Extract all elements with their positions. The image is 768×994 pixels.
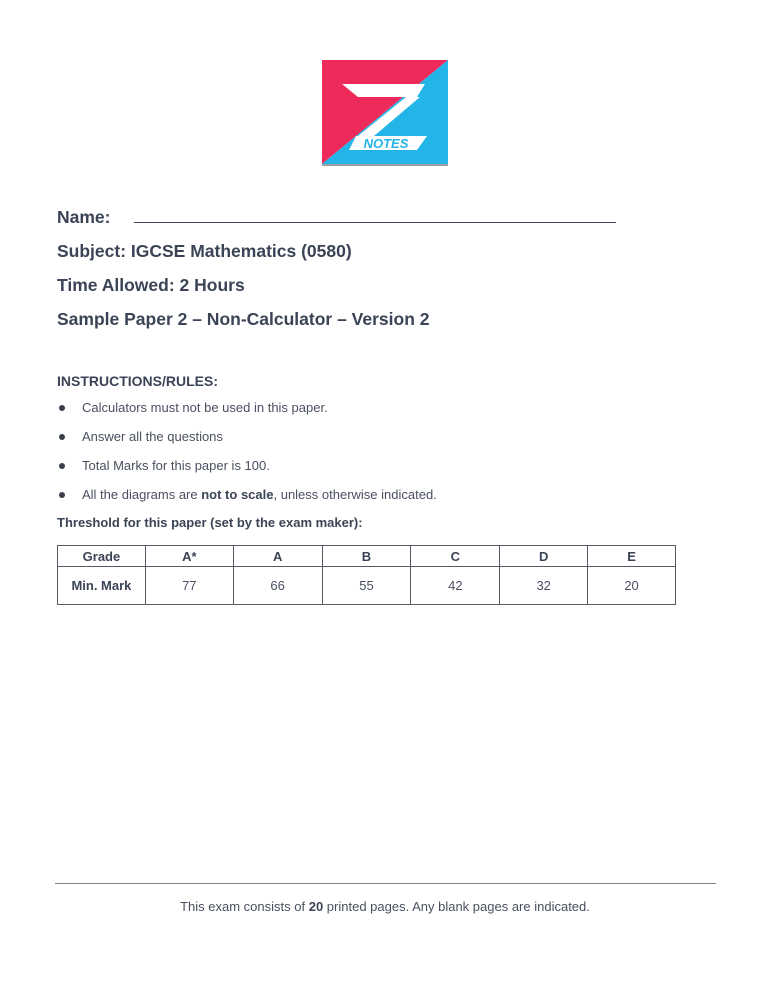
instructions-list [57,400,437,516]
grade-threshold-table [57,545,676,605]
footer-page-count: 20 [308,899,324,914]
header-cell: D [500,546,588,567]
rule-item [57,487,437,516]
header-cell: B [322,546,411,567]
bullet-icon [59,463,65,469]
header-cell: A* [145,546,233,567]
instructions-title: INSTRUCTIONS/RULES: [57,373,218,389]
logo-text: NOTES [363,136,409,151]
logo-divider [322,164,448,166]
rule-text-before: All the diagrams are [82,487,202,502]
table-cell: 55 [322,567,411,605]
bullet-icon [59,434,65,440]
time-allowed-heading: Time Allowed: 2 Hours [57,275,245,295]
header-cell: E [588,546,676,567]
table-cell: 42 [411,567,500,605]
threshold-title: Threshold for this paper (set by the exam maker): [57,515,363,530]
rule-item [57,429,437,458]
header-cell: C [411,546,500,567]
table-cell: 20 [588,567,676,605]
rule-text: Total Marks for this paper is 100. [82,458,270,473]
row-label-min-mark: Min. Mark [58,567,146,605]
rule-item [57,400,437,429]
paper-title-heading: Sample Paper 2 – Non-Calculator – Version 2 [57,309,430,329]
footer-note [0,899,768,914]
table-cell: 32 [500,567,588,605]
rule-text: Calculators must not be used in this paper. [82,400,328,415]
rule-item [57,458,437,487]
table-row [58,567,676,605]
footer-divider [55,883,716,884]
header-cell-grade: Grade [58,546,146,567]
znotes-logo [322,60,448,164]
name-field-line[interactable] [134,222,616,223]
rule-text: Answer all the questions [82,429,223,444]
rule-text-after: , unless otherwise indicated. [273,487,437,502]
name-label: Name: [57,207,111,227]
rule-text-bold: not to scale [201,487,274,502]
bullet-icon [59,492,65,498]
footer-text-after: printed pages. Any blank pages are indicated. [323,899,590,914]
header-cell: A [233,546,322,567]
footer-text-before: This exam consists of [180,899,309,914]
table-header-row [58,546,676,567]
bullet-icon [59,405,65,411]
subject-heading: Subject: IGCSE Mathematics (0580) [57,241,352,261]
table-cell: 77 [145,567,233,605]
table-cell: 66 [233,567,322,605]
